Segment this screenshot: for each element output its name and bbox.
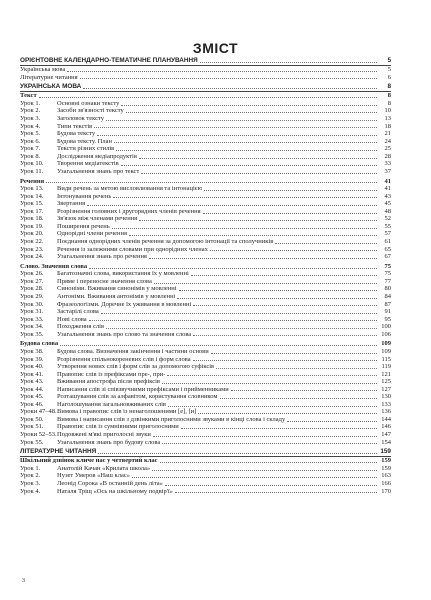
toc-entry-title: Походження слів: [57, 323, 105, 331]
toc-lesson-number: Урок 6.: [20, 137, 41, 145]
toc-lesson-number: Урок 3.: [20, 115, 41, 123]
toc-entry-title: Правопис слів із префіксами пре-, при-: [57, 370, 166, 378]
toc-entry-title: Творення медіатекстів: [57, 160, 119, 168]
dot-leader: [216, 368, 377, 369]
toc-entry-title: УКРАЇНСЬКА МОВА: [20, 83, 82, 91]
dot-leader: [191, 275, 377, 276]
toc-page-number: 6: [387, 73, 391, 81]
toc-page-number: 130: [381, 393, 391, 401]
toc-page-number: 75: [384, 270, 391, 278]
toc-entry-title: Текст: [20, 92, 37, 100]
toc-entry: [20, 393, 391, 401]
toc-page-number: 106: [381, 330, 391, 338]
toc-page-number: 159: [381, 464, 391, 472]
toc-entry: [20, 215, 391, 223]
dot-leader: [162, 383, 377, 384]
toc-entry: [20, 408, 391, 416]
dot-leader: [141, 173, 377, 174]
dot-leader: [149, 258, 377, 259]
toc-lesson-number: Урок 45.: [20, 393, 44, 401]
toc-page-number: 159: [380, 448, 391, 456]
toc-lesson-number: Урок 5.: [20, 130, 41, 138]
toc-entry-title: Узагальнення знань про будову слова: [57, 438, 161, 446]
toc-entry: [20, 316, 391, 324]
toc-page-number: 119: [381, 363, 391, 371]
toc-page-number: 144: [381, 415, 391, 423]
toc-page-number: 154: [381, 438, 391, 446]
dot-leader: [154, 283, 377, 284]
toc-lesson-number: Урок 4.: [20, 122, 41, 130]
dot-leader: [179, 290, 377, 291]
toc-lesson-number: Урок 43.: [20, 378, 44, 386]
toc-lesson-number: Урок 27.: [20, 277, 44, 285]
dot-leader: [231, 390, 377, 391]
toc-lesson-number: Урок 23.: [20, 245, 44, 253]
toc-page-number: 13: [384, 115, 391, 123]
toc-entry: [20, 193, 391, 201]
toc-entry-title: Фразеологізми. Доречне їх уживання в мовленні: [57, 300, 192, 308]
toc-lesson-number: Урок 10.: [20, 160, 44, 168]
dot-leader: [162, 443, 377, 444]
toc-section: [20, 92, 391, 100]
toc-section: [20, 457, 391, 465]
dot-leader: [275, 243, 377, 244]
dot-leader: [200, 62, 377, 63]
toc-entry-title: Узагальнення знань про текст: [57, 167, 140, 175]
toc-section: [20, 57, 391, 66]
dot-leader: [60, 345, 377, 346]
toc-entry: [20, 293, 391, 301]
dot-leader: [177, 298, 377, 299]
toc-entry: [20, 472, 391, 480]
toc-lesson-number: Урок 44.: [20, 385, 44, 393]
toc-lesson-number: Урок 35.: [20, 330, 44, 338]
toc-entry: [20, 115, 391, 123]
toc-lesson-number: Урок 13.: [20, 185, 44, 193]
dot-leader: [87, 205, 377, 206]
toc-page-number: 65: [384, 245, 391, 253]
dot-leader: [160, 462, 378, 463]
toc-page-number: 48: [384, 207, 391, 215]
toc-entry: [20, 230, 391, 238]
toc-page-number: 18: [384, 122, 391, 130]
toc-entry: [20, 130, 391, 138]
toc-entry: [20, 270, 391, 278]
dot-leader: [203, 213, 377, 214]
dot-leader: [106, 120, 377, 121]
dot-leader: [113, 197, 377, 198]
toc-section: [20, 66, 391, 74]
toc-page-number: 55: [384, 222, 391, 230]
toc-page-number: 41: [384, 177, 391, 185]
toc-page-number: 121: [381, 370, 391, 378]
toc-lesson-number: Урок 14.: [20, 192, 44, 200]
toc-entry: [20, 371, 391, 379]
toc-entry-title: Типи текстів: [57, 122, 93, 130]
page-title: ЗМІСТ: [192, 40, 239, 56]
toc-entry-title: Узагальнення знань про слово та значення слова: [57, 330, 192, 338]
dot-leader: [165, 485, 377, 486]
toc-section: [20, 448, 391, 457]
dot-leader: [97, 135, 377, 136]
toc-lesson-number: Уроки 47–48.: [20, 408, 57, 416]
toc-page-number: 57: [384, 230, 391, 238]
toc-lesson-number: Урок 38.: [20, 347, 44, 355]
toc-entry-title: Види речень за метою висловлювання та інтонацією: [57, 185, 203, 193]
toc-entry-title: Зв'язок між членами речення: [57, 215, 138, 223]
toc-entry: [20, 323, 391, 331]
toc-entry-title: Антоніми. Вживання антонімів у мовленні: [57, 292, 176, 300]
dot-leader: [89, 320, 377, 321]
toc-lesson-number: Урок 46.: [20, 400, 44, 408]
toc-page-number: 163: [381, 472, 391, 480]
toc-entry: [20, 168, 391, 176]
toc-page-number: 77: [384, 277, 391, 285]
toc-entry: [20, 100, 391, 108]
dot-leader: [114, 142, 377, 143]
toc-lesson-number: Урок 18.: [20, 215, 44, 223]
toc-entry-title: Будова тексту. План: [57, 137, 112, 145]
toc-lesson-number: Урок 17.: [20, 207, 44, 215]
dot-leader: [193, 360, 377, 361]
toc-section: [20, 178, 391, 186]
toc-entry: [20, 238, 391, 246]
toc-entry: [20, 145, 391, 153]
dot-leader: [175, 492, 377, 493]
toc-lesson-number: Урок 30.: [20, 300, 44, 308]
toc-entry: [20, 123, 391, 131]
dot-leader: [126, 112, 377, 113]
toc-lesson-number: Урок 22.: [20, 237, 44, 245]
toc-lesson-number: Урок 2.: [20, 472, 41, 480]
dot-leader: [139, 220, 377, 221]
toc-page-number: 95: [384, 315, 391, 323]
toc-entry-title: Слово. Значення слова: [20, 262, 88, 270]
toc-entry-title: Будова тексту: [57, 130, 96, 138]
dot-leader: [101, 313, 377, 314]
toc-entry: [20, 200, 391, 208]
toc-entry-title: ЛІТЕРАТУРНЕ ЧИТАННЯ: [20, 448, 97, 456]
dot-leader: [220, 398, 378, 399]
toc-entry: [20, 488, 391, 496]
toc-page-number: 91: [384, 308, 391, 316]
dot-leader: [139, 158, 377, 159]
toc-lesson-number: Урок 55.: [20, 438, 44, 446]
toc-entry: [20, 356, 391, 364]
toc-entry: [20, 465, 391, 473]
toc-lesson-number: Урок 7.: [20, 145, 41, 153]
toc-page-number: 80: [384, 285, 391, 293]
toc-entry-title: Засоби зв'язності тексту: [57, 107, 124, 115]
toc-lesson-number: Урок 8.: [20, 152, 41, 160]
toc-lesson-number: Урок 29.: [20, 292, 44, 300]
toc-section: [20, 263, 391, 271]
dot-leader: [181, 428, 377, 429]
dot-leader: [116, 150, 377, 151]
toc-entry-title: Нузет Умеров «Наш клас»: [57, 472, 130, 480]
toc-page-number: 24: [384, 137, 391, 145]
toc-entry-title: Літературне читання: [20, 73, 78, 81]
toc-lesson-number: Урок 28.: [20, 285, 44, 293]
toc-lesson-number: Урок 3.: [20, 479, 41, 487]
toc-page-number: 25: [384, 145, 391, 153]
dot-leader: [211, 353, 377, 354]
dot-leader: [46, 182, 377, 183]
toc-entry-title: Звертання: [57, 200, 86, 208]
toc-page-number: 41: [384, 185, 391, 193]
toc-entry-title: Будова слова: [20, 340, 59, 348]
toc-entry: [20, 223, 391, 231]
toc-entry: [20, 480, 391, 488]
toc-lesson-number: Урок 34.: [20, 323, 44, 331]
table-of-contents: [20, 57, 391, 495]
toc-page-number: 43: [384, 192, 391, 200]
toc-page-number: 52: [384, 215, 391, 223]
toc-lesson-number: Урок 33.: [20, 315, 44, 323]
toc-entry-title: Подовжені м'які приголосні звуки: [57, 431, 151, 438]
dot-leader: [193, 305, 377, 306]
toc-entry: [20, 301, 391, 309]
dot-leader: [83, 88, 377, 89]
toc-entry: [20, 253, 391, 261]
toc-page-number: 33: [384, 160, 391, 168]
toc-entry-title: Леонід Сорока «В останній день літа»: [57, 479, 163, 487]
toc-entry: [20, 431, 391, 439]
toc-entry-title: Інтонування речень: [57, 192, 112, 200]
toc-page-number: 125: [381, 378, 391, 386]
toc-entry-title: Основні ознаки тексту: [57, 99, 120, 107]
toc-page-number: 133: [381, 400, 391, 408]
toc-lesson-number: Урок 50.: [20, 415, 44, 423]
toc-entry: [20, 278, 391, 286]
dot-leader: [80, 78, 377, 79]
toc-entry-title: Вимова і правопис слів із ненаголошеними [е], [и]: [57, 408, 197, 416]
toc-entry-title: Застарілі слова: [57, 308, 99, 316]
toc-page-number: 75: [384, 262, 391, 270]
toc-page-number: 61: [384, 237, 391, 245]
dot-leader: [152, 470, 377, 471]
toc-page-number: 37: [384, 167, 391, 175]
toc-page-number: 5: [387, 66, 391, 74]
toc-page-number: 146: [381, 423, 391, 431]
toc-lesson-number: Урок 1.: [20, 99, 41, 107]
toc-entry: [20, 439, 391, 447]
toc-entry-title: Нові слова: [57, 315, 87, 323]
toc-entry-title: Правопис слів із сумнівними приголосними: [57, 423, 179, 431]
toc-entry-title: Речення: [20, 177, 45, 185]
toc-page-number: 170: [381, 487, 391, 495]
toc-entry-title: Тексти різних стилів: [57, 145, 115, 153]
dot-leader: [121, 165, 377, 166]
toc-page-number: 136: [381, 408, 391, 416]
dot-leader: [210, 250, 377, 251]
toc-page-number: 10: [384, 107, 391, 115]
toc-entry-title: Наголошування загальновживаних слів: [57, 400, 166, 408]
toc-page-number: 147: [381, 431, 391, 438]
toc-entry-title: Написання слів зі співзвучними префіксами і прийменниками: [57, 385, 229, 393]
toc-entry-title: Наталя Тріщ «Ось на шкільному подвір'ї»: [57, 487, 173, 495]
toc-entry-title: Однорідні члени речення: [57, 230, 127, 238]
toc-entry: [20, 185, 391, 193]
toc-entry-title: Вживання апострофа після префіксів: [57, 378, 160, 386]
dot-leader: [121, 105, 377, 106]
toc-page-number: 8: [387, 99, 391, 107]
toc-lesson-number: Урок 4.: [20, 487, 41, 495]
toc-entry-title: ОРІЄНТОВНЕ КАЛЕНДАРНО-ТЕМАТИЧНЕ ПЛАНУВАННЯ: [20, 57, 198, 64]
dot-leader: [106, 328, 377, 329]
toc-entry-title: Вимова і написання слів з дзвінкими приголосними звуками в кінці слова і складу: [57, 415, 286, 423]
toc-lesson-number: Уроки 52–53.: [20, 431, 57, 438]
dot-leader: [167, 375, 377, 376]
toc-page-number: 67: [384, 253, 391, 261]
toc-entry: [20, 285, 391, 293]
toc-entry: [20, 107, 391, 115]
toc-page-number: 45: [384, 200, 391, 208]
toc-entry-title: Анатолій Качан «Крилата школа»: [57, 464, 151, 472]
toc-entry: [20, 138, 391, 146]
toc-section: [20, 74, 391, 82]
dot-leader: [153, 436, 377, 437]
toc-entry: [20, 363, 391, 371]
dot-leader: [204, 190, 377, 191]
toc-entry-title: Шкільний дзвінок кличе нас у четвертий клас: [20, 457, 158, 465]
toc-lesson-number: Урок 20.: [20, 230, 44, 238]
toc-entry-title: Українська мова: [20, 66, 66, 74]
toc-lesson-number: Урок 1.: [20, 464, 41, 472]
toc-entry: [20, 160, 391, 168]
toc-entry-title: Дослідження медіапродуктів: [57, 152, 137, 160]
dot-leader: [89, 268, 377, 269]
toc-entry-title: Узагальнення знань про речення: [57, 253, 147, 261]
toc-entry: [20, 308, 391, 316]
toc-page-number: 159: [381, 457, 391, 465]
toc-page-number: 5: [387, 57, 391, 64]
toc-entry: [20, 348, 391, 356]
dot-leader: [94, 127, 377, 128]
page-number: 3: [22, 578, 25, 584]
toc-page-number: 8: [387, 83, 391, 91]
toc-entry: [20, 423, 391, 431]
toc-lesson-number: Урок 31.: [20, 308, 44, 316]
dot-leader: [198, 413, 377, 414]
toc-lesson-number: Урок 39.: [20, 355, 44, 363]
dot-leader: [129, 235, 377, 236]
toc-entry: [20, 401, 391, 409]
toc-page-number: 166: [381, 479, 391, 487]
dot-leader: [287, 421, 377, 422]
toc-lesson-number: Урок 40.: [20, 363, 44, 371]
toc-entry: [20, 386, 391, 394]
toc-section: [20, 340, 391, 348]
toc-lesson-number: Урок 19.: [20, 222, 44, 230]
toc-entry: [20, 246, 391, 254]
toc-entry: [20, 153, 391, 161]
toc-page-number: 84: [384, 292, 391, 300]
toc-entry-title: Речення із залежними словами при однорідних членах: [57, 245, 208, 253]
dot-leader: [193, 335, 377, 336]
toc-entry-title: Поширення речень: [57, 222, 110, 230]
toc-lesson-number: Урок 51.: [20, 423, 44, 431]
dot-leader: [39, 97, 377, 98]
toc-entry-title: Синоніми. Вживання синонімів у мовленні: [57, 285, 177, 293]
toc-entry: [20, 416, 391, 424]
toc-page-number: 109: [381, 347, 391, 355]
toc-page-number: 87: [384, 300, 391, 308]
toc-lesson-number: Урок 2.: [20, 107, 41, 115]
toc-entry-title: Утворення нових слів і форм слів за допомогою суфіксів: [57, 363, 215, 371]
toc-lesson-number: Урок 11.: [20, 167, 44, 175]
toc-entry-title: Розрізнення головних і другорядних членів речення: [57, 207, 201, 215]
toc-lesson-number: Урок 26.: [20, 270, 44, 278]
toc-entry: [20, 378, 391, 386]
toc-page-number: 21: [384, 130, 391, 138]
toc-entry-title: Пряме і переносне значення слова: [57, 277, 152, 285]
toc-entry-title: Розрізнення спільнокореневих слів і форм слова: [57, 355, 191, 363]
toc-section: [20, 83, 391, 92]
toc-page-number: 127: [381, 385, 391, 393]
dot-leader: [112, 228, 377, 229]
toc-lesson-number: Урок 41.: [20, 370, 44, 378]
dot-leader: [132, 477, 377, 478]
dot-leader: [168, 406, 377, 407]
toc-entry: [20, 208, 391, 216]
toc-lesson-number: Урок 15.: [20, 200, 44, 208]
toc-entry-title: Багатозначні слова, використання їх у мовленні: [57, 270, 189, 278]
toc-entry-title: Розташування слів за алфавітом, користування словником: [57, 393, 218, 401]
toc-page-number: 109: [381, 340, 391, 348]
toc-page-number: 100: [381, 323, 391, 331]
toc-lesson-number: Урок 24.: [20, 253, 44, 261]
toc-entry-title: Заголовок тексту: [57, 115, 104, 123]
dot-leader: [98, 453, 377, 454]
toc-entry-title: Будова слова. Визначення закінчення і частини основи: [57, 347, 209, 355]
toc-entry-title: Поєднання однорідних членів речення за допомогою інтонації та сполучників: [57, 237, 274, 245]
toc-entry: [20, 331, 391, 339]
toc-page-number: 115: [381, 355, 391, 363]
toc-page-number: 8: [387, 92, 391, 100]
toc-page-number: 28: [384, 152, 391, 160]
dot-leader: [67, 71, 377, 72]
